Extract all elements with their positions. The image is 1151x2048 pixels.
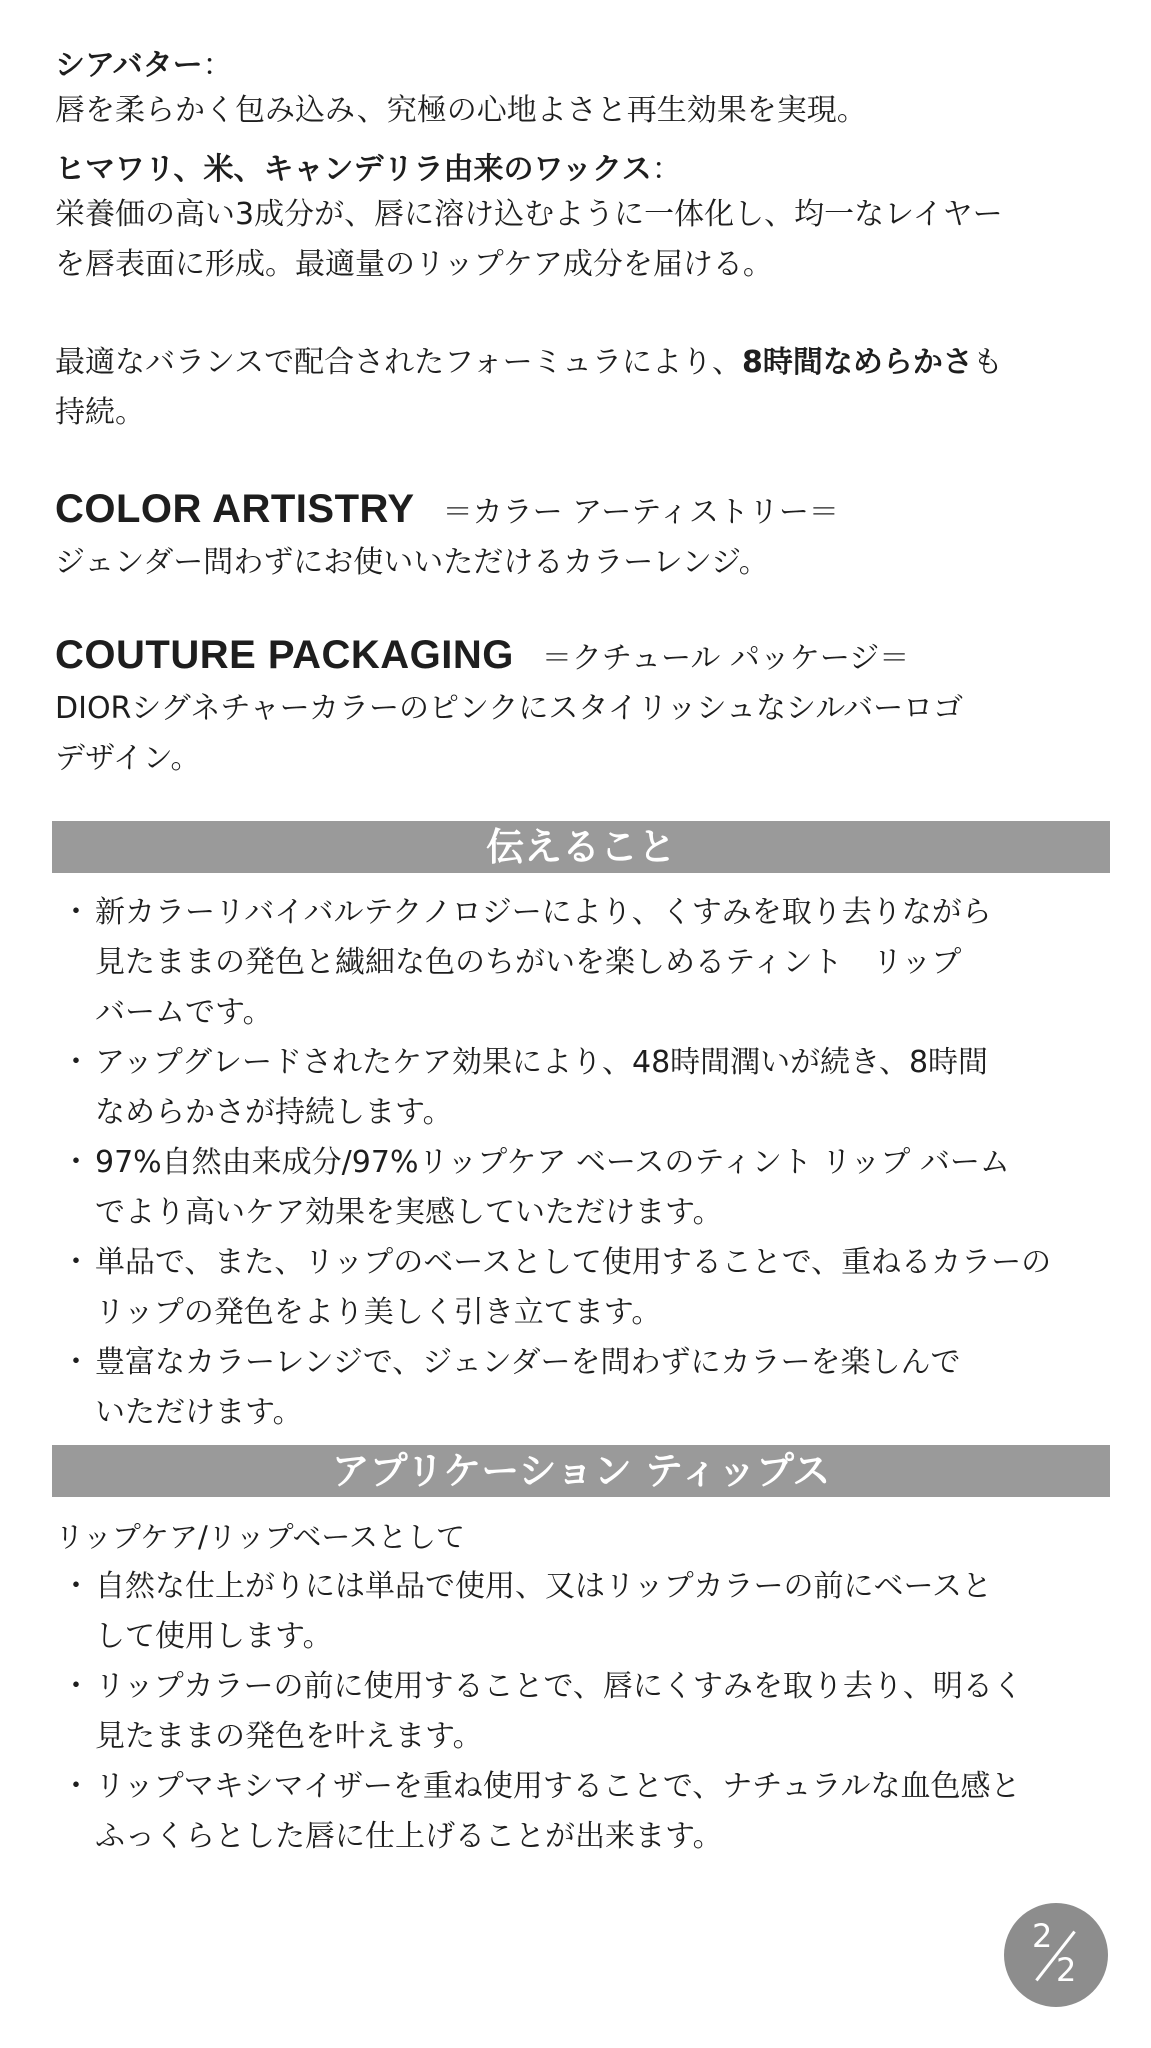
page-current: 2 [1032,1917,1053,1955]
list-item: ・ 単品で、また、リップのベースとして使用することで、重ねるカラーの リップの発色をより美しく引き立てます。 [61,1245,1052,1330]
page-number-badge [1004,1903,1108,2007]
list-item: ・ リップマキシマイザーを重ね使用することで、ナチュラルな血色感と ふっくらとした唇に仕上げることが出来ます。 [61,1769,1021,1854]
section-desc-line: DIORシグネチャーカラーのピンクにスタイリッシュなシルバーロゴ [55,691,964,726]
list-item: ・ 自然な仕上がりには単品で使用、又はリップカラーの前にベースと して使用します。 [61,1569,992,1654]
section-heading: COUTURE PACKAGING ＝クチュール パッケージ＝ [55,633,910,677]
tips-section [55,1512,1101,1862]
ingredient-desc-line: 栄養価の高い3成分が、唇に溶け込むように一体化し、均一なレイヤー [55,197,1003,232]
tips-subheading: リップケア/リップベースとして [55,1520,465,1554]
list-item: ・ 豊富なカラーレンジで、ジェンダーを問わずにカラーを楽しんで いただけます。 [61,1345,961,1430]
list-item: ・ リップカラーの前に使用することで、唇にくすみを取り去り、明るく 見たままの発色を叶えます。 [61,1669,1023,1754]
section-desc: ジェンダー問わずにお使いいただけるカラーレンジ。 [55,545,769,580]
formula-highlight: 8時間なめらかさ [742,345,973,380]
section-heading: COLOR ARTISTRY ＝カラー アーティストリー＝ [55,487,839,531]
section-desc-line: デザイン。 [55,741,201,776]
section-color-artistry [55,484,1101,588]
section-couture-packaging [55,630,1101,784]
list-item: ・ 新カラーリバイバルテクノロジーにより、くすみを取り去りながら 見たままの発色と繊細な色のちがいを楽しめるティント リップ バームです。 [61,895,992,1030]
ingredient-term: ヒマワリ、米、キャンデリラ由来のワックス： [55,152,682,187]
points-banner: 伝えること [52,821,1110,873]
points-list [55,888,1101,1438]
ingredient-shea [55,46,1101,136]
list-item: ・ 97%自然由来成分/97%リップケア ベースのティント リップ バーム でより高いケア効果を実感していただけます。 [61,1145,1010,1230]
ingredient-desc: 唇を柔らかく包み込み、究極の心地よさと再生効果を実現。 [55,93,867,128]
tips-banner: アプリケーション ティップス [52,1445,1110,1497]
page-total: 2 [1056,1951,1077,1989]
ingredient-desc-line: を唇表面に形成。最適量のリップケア成分を届ける。 [55,247,773,282]
ingredient-term: シアバター： [55,48,233,83]
formula-paragraph: 最適なバランスで配合されたフォーミュラにより、8時間なめらかさも 持続。 [55,345,1003,430]
list-item: ・ アップグレードされたケア効果により、48時間潤いが続き、8時間 なめらかさが持続します。 [61,1045,989,1130]
ingredient-wax [55,150,1101,290]
